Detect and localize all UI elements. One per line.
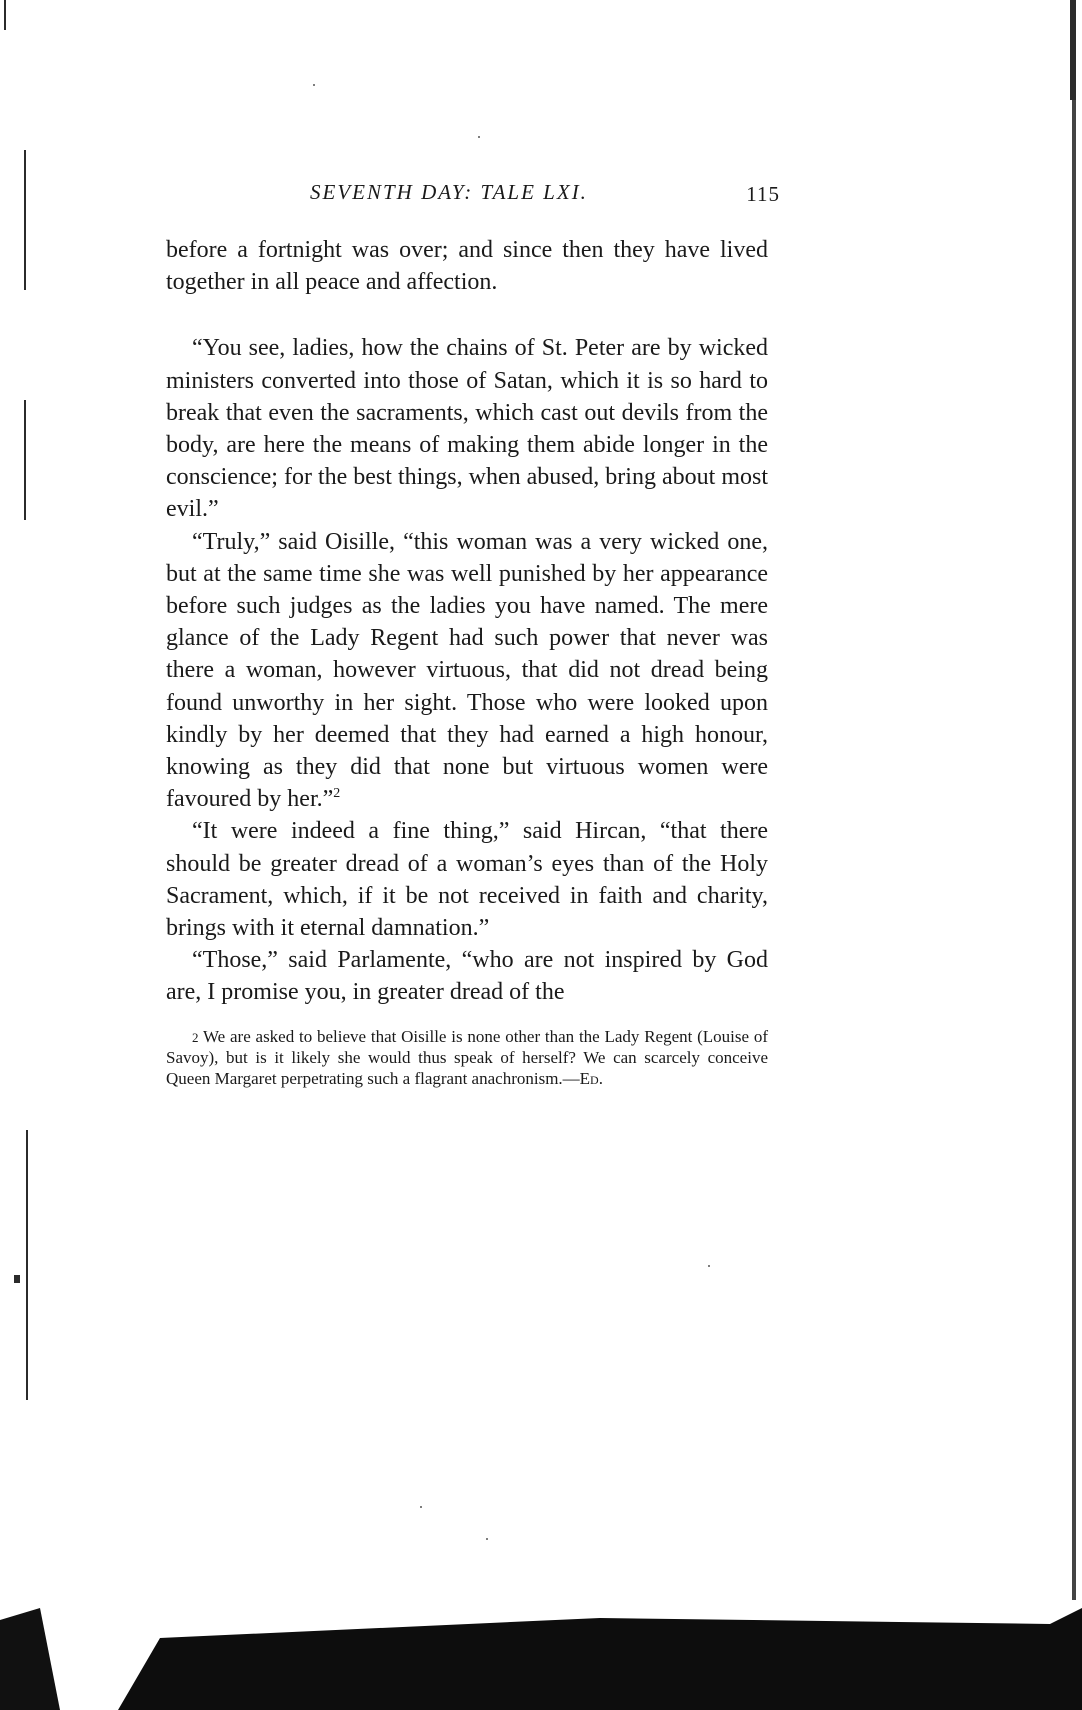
paragraph-speech: “You see, ladies, how the chains of St. Peter are by wicked ministers converted into those of Satan, which it is so hard to break that even the sacraments, which cast out devils from the body, are here the means of making them abide longer in the conscience; for the best things, when abused, bring about most evil.” xyxy=(166,335,768,523)
scan-edge-mark xyxy=(24,400,26,520)
paragraph-speech xyxy=(166,526,768,816)
scan-speck xyxy=(708,1265,710,1267)
running-title: SEVENTH DAY: TALE LXI. xyxy=(310,180,588,204)
scan-edge-mark xyxy=(1070,0,1076,100)
footnote-reference: 2 xyxy=(333,786,341,802)
scan-speck xyxy=(486,1538,488,1540)
page-body xyxy=(166,234,768,1089)
scan-edge-mark xyxy=(26,1130,28,1400)
footnote-editor-mark: Ed. xyxy=(579,1068,603,1088)
scan-edge-mark xyxy=(14,1275,20,1283)
paragraph-speech: “Those,” said Parlamente, “who are not inspired by God are, I promise you, in greater dread of the xyxy=(166,947,768,1006)
scan-speck xyxy=(478,136,480,138)
scan-edge-mark xyxy=(1072,100,1076,1600)
scan-bottom-shadow xyxy=(0,1598,1082,1710)
footnote-text: We are asked to believe that Oisille is none other than the Lady Regent (Louise of Savoy), but is it likely she would thus speak of herself? We can scarcely conceive Queen Margaret perpetrating such a flagrant anachronism.— xyxy=(166,1026,768,1088)
scan-speck xyxy=(420,1506,422,1508)
paragraph-continuation: before a fortnight was over; and since then they have lived together in all peace and affection. xyxy=(166,237,768,296)
scan-speck xyxy=(313,84,315,86)
scan-edge-mark xyxy=(4,0,6,30)
scan-edge-mark xyxy=(24,150,26,290)
paragraph-text: “Truly,” said Oisille, “this woman was a very wicked one, but at the same time she was well punished by her appearance before such judges as the ladies you have named. The mere glance of the Lady Regent had such power that never was there a woman, however virtuous, that did not dread being found unworthy in her sight. Those who were looked upon kindly by her deemed that they had earned a high honour, knowing as they did that none but virtuous women were favoured by her.” xyxy=(166,528,768,813)
paragraph-speech: “It were indeed a fine thing,” said Hircan, “that there should be greater dread of a woman’s eyes than of the Holy Sacrament, which, if it be not received in faith and charity, brings with it eternal damnation.” xyxy=(166,818,768,942)
running-header xyxy=(310,180,780,220)
footnote-mark: 2 xyxy=(192,1029,199,1045)
page-number: 115 xyxy=(746,182,780,206)
footnote xyxy=(166,1027,768,1090)
